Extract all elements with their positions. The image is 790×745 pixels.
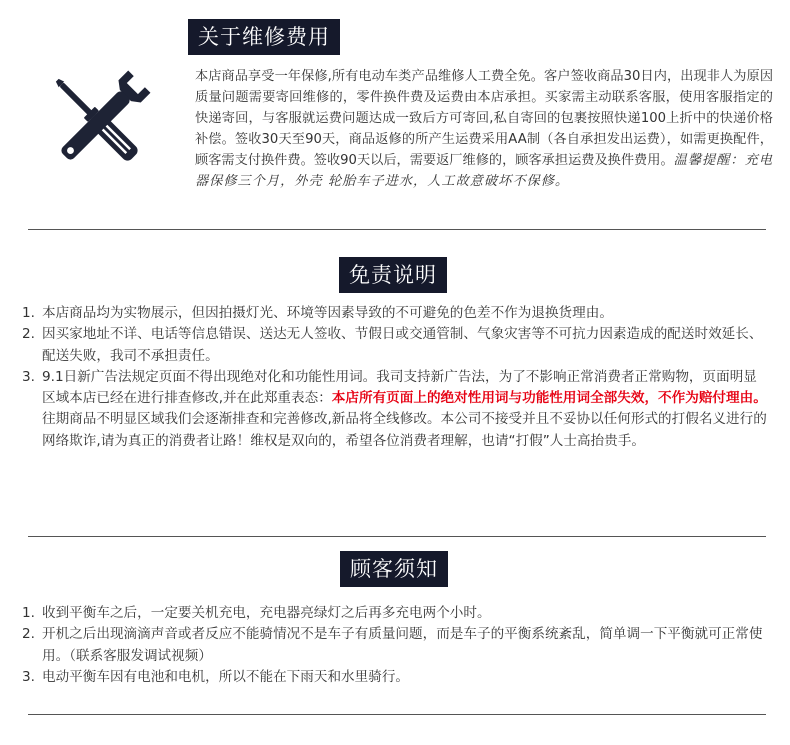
notice-list [22,603,767,688]
item-text [42,367,767,452]
list-item [22,667,767,688]
item-text-part: 9.1日新广告法规定页面不得出现绝对化和功能性用词。我司支持新广告法，为了不影响正常消费者正常购物，页面明显区域本店已经在进行排查修改,并在此郑重表态： [42,368,757,407]
highlight-statement: 本店所有页面上的绝对性用词与功能性用词全部失效，不作为赔付理由。 [331,390,767,407]
item-number: 2. [22,626,35,643]
repair-warm-reminder: 温馨提醒：充电器保修三个月，外壳 轮胎车子进水，人工故意破坏不保修。 [195,152,774,189]
repair-text-main: 本店商品享受一年保修,所有电动车类产品维修人工费全免。客户签收商品30日内，出现非人为原因质量问题需要寄回维修的，零件换件费及运费由本店承担。买家需主动联系客服，使用客服指定的快递寄回，与客服就运费问题达成一致后方可寄回,私自寄回的包裹按照快递100上折中的快递价格补偿。签收30天至90天，商品返修的所产生运费采用AA制（各自承担发出运费），如需更换配件，顾客需支付换件费。签收90天以后，需要返厂维修的，顾客承担运费及换件费用。 [195,69,773,168]
item-text: 电动平衡车因有电池和电机，所以不能在下雨天和水里骑行。 [42,668,410,685]
repair-text [195,67,773,192]
section-divider [28,714,766,715]
item-number: 1. [22,605,35,621]
item-text: 开机之后出现滴滴声音或者反应不能骑情况不是车子有质量问题，而是车子的平衡系统紊乱，简单调一下平衡就可正常使用。（联系客服发调试视频） [42,626,763,664]
section-divider [28,229,766,230]
item-text: 收到平衡车之后，一定要关机充电，充电器亮绿灯之后再多充电两个小时。 [42,605,491,621]
item-text: 因买家地址不详、电话等信息错误、送达无人签收、节假日或交通管制、气象灾害等不可抗力因素造成的配送时效延长、配送失败，我司不承担责任。 [42,326,763,364]
list-item [22,324,767,367]
notice-section-title: 顾客须知 [340,551,448,587]
list-item [22,367,767,452]
item-number: 1. [22,305,35,321]
list-item [22,624,767,667]
item-text: 本店商品均为实物展示，但因拍摄灯光、环境等因素导致的不可避免的色差不作为退换货理由。 [42,305,613,321]
list-item [22,303,767,324]
disclaimer-section-title: 免责说明 [339,257,447,293]
item-number: 2. [22,326,35,343]
item-text-part: 往期商品不明显区域我们会逐渐排查和完善修改,新品将全线修改。本公司不接受并且不妥协以任何形式的打假名义进行的网络欺诈,请为真正的消费者让路！维权是双向的，希望各位消费者理解，也请“打假”人士高抬贵手。 [42,411,767,449]
repair-section-title: 关于维修费用 [188,19,340,55]
item-number: 3. [22,668,35,685]
item-number: 3. [22,368,35,385]
section-divider [28,536,766,537]
list-item [22,603,767,624]
wrench-screwdriver-icon [40,63,158,181]
disclaimer-list [22,303,767,452]
